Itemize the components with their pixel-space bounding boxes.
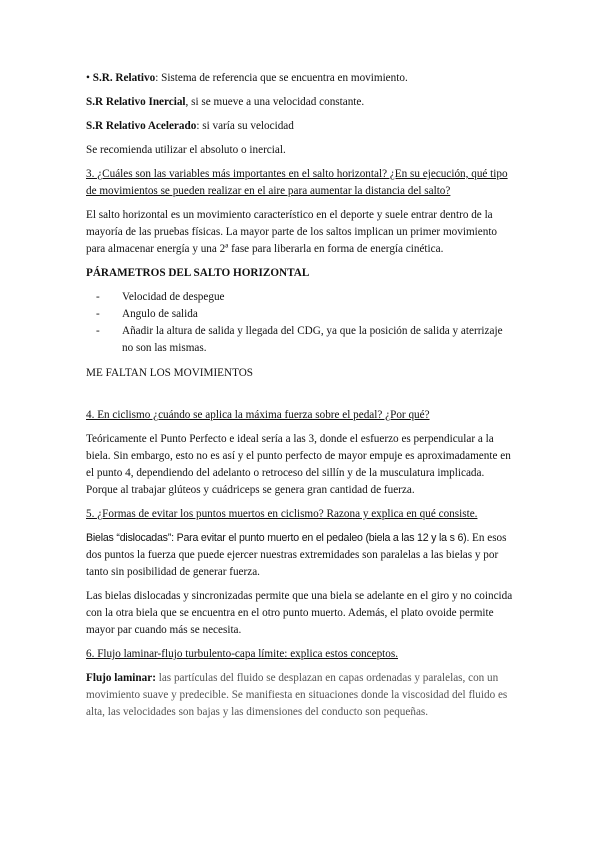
list-item: - Añadir la altura de salida y llegada del CDG, ya que la posición de salida y aterrizaje no son las mismas.: [86, 323, 516, 357]
answer-5-cont: Las bielas dislocadas y sincronizadas permite que una biela se adelante en el giro y no coincida con la otra biela que se encuentra en el otro punto muerto. Además, el plato ovoide permite mayor par cuando más se necesita.: [86, 590, 513, 636]
sr-inercial-label: S.R Relativo Inercial: [86, 96, 186, 108]
sr-acelerado-label: S.R Relativo Acelerado: [86, 120, 197, 132]
bullet: •: [86, 72, 90, 84]
document-page: [86, 70, 516, 728]
sr-acelerado-text: : si varía su velocidad: [196, 120, 294, 132]
sr-acelerado-line: [86, 118, 516, 135]
question-5: 5. ¿Formas de evitar los puntos muertos en ciclismo? Razona y explica en qué consiste.: [86, 508, 478, 520]
sr-relativo-text: : Sistema de referencia que se encuentra en movimiento.: [155, 72, 408, 84]
answer-4: Teóricamente el Punto Perfecto e ideal sería a las 3, donde el esfuerzo es perpendicular a la biela. Sin embargo, esto no es así y el punto perfecto de mayor empuje es aproximadamente en el punto 4, dependiendo del adelanto o retroceso del sillín y de la musculatura implicada. Porque al trabajar glúteos y cuádriceps se genera gran cantidad de fuerza.: [86, 433, 511, 496]
spacer: [86, 389, 516, 407]
recomendacion: Se recomienda utilizar el absoluto o inercial.: [86, 144, 286, 156]
bielas-rest: En esos dos puntos la fuerza que puede ejercer nuestras extremidades son paralelas a las bielas y por tanto sin posibilidad de generar fuerza.: [86, 532, 507, 578]
parametros-heading: PÁRAMETROS DEL SALTO HORIZONTAL: [86, 267, 310, 279]
flujo-laminar-label: Flujo laminar:: [86, 672, 156, 684]
movimientos-note: ME FALTAN LOS MOVIMIENTOS: [86, 367, 254, 379]
sr-relativo-line: [86, 70, 516, 87]
bielas-lead: Bielas “dislocadas”: Para evitar el punto muerto en el pedaleo (biela a las 12 y la s 6).: [86, 532, 470, 544]
question-4: 4. En ciclismo ¿cuándo se aplica la máxima fuerza sobre el pedal? ¿Por qué?: [86, 409, 430, 421]
question-3: 3. ¿Cuáles son las variables más importantes en el salto horizontal? ¿En su ejecución, qué tipo de movimientos se pueden realizar en el aire para aumentar la distancia del salto?: [86, 168, 508, 197]
parametros-list: [86, 289, 516, 357]
answer-3: El salto horizontal es un movimiento característico en el deporte y suele entrar dentro de la mayoría de las pruebas físicas. La mayor parte de los saltos implican un primer movimiento para almacenar energía y una 2ª fase para liberarla en forma de energía cinética.: [86, 209, 498, 255]
answer-6: [86, 670, 516, 721]
list-item: - Angulo de salida: [86, 306, 516, 323]
flujo-laminar-text: las partículas del fluido se desplazan en capas ordenadas y paralelas, con un movimiento suave y predecible. Se manifiesta en situaciones donde la viscosidad del fluido es alta, las velocidades son bajas y las dimensiones del conducto son pequeñas.: [86, 672, 508, 718]
sr-inercial-text: , si se mueve a una velocidad constante.: [185, 96, 365, 108]
sr-inercial-line: [86, 94, 516, 111]
sr-relativo-label: S.R. Relativo: [92, 72, 156, 84]
question-6: 6. Flujo laminar-flujo turbulento-capa límite: explica estos conceptos.: [86, 648, 399, 660]
list-item: - Velocidad de despegue: [86, 289, 516, 306]
answer-5: [86, 530, 516, 581]
